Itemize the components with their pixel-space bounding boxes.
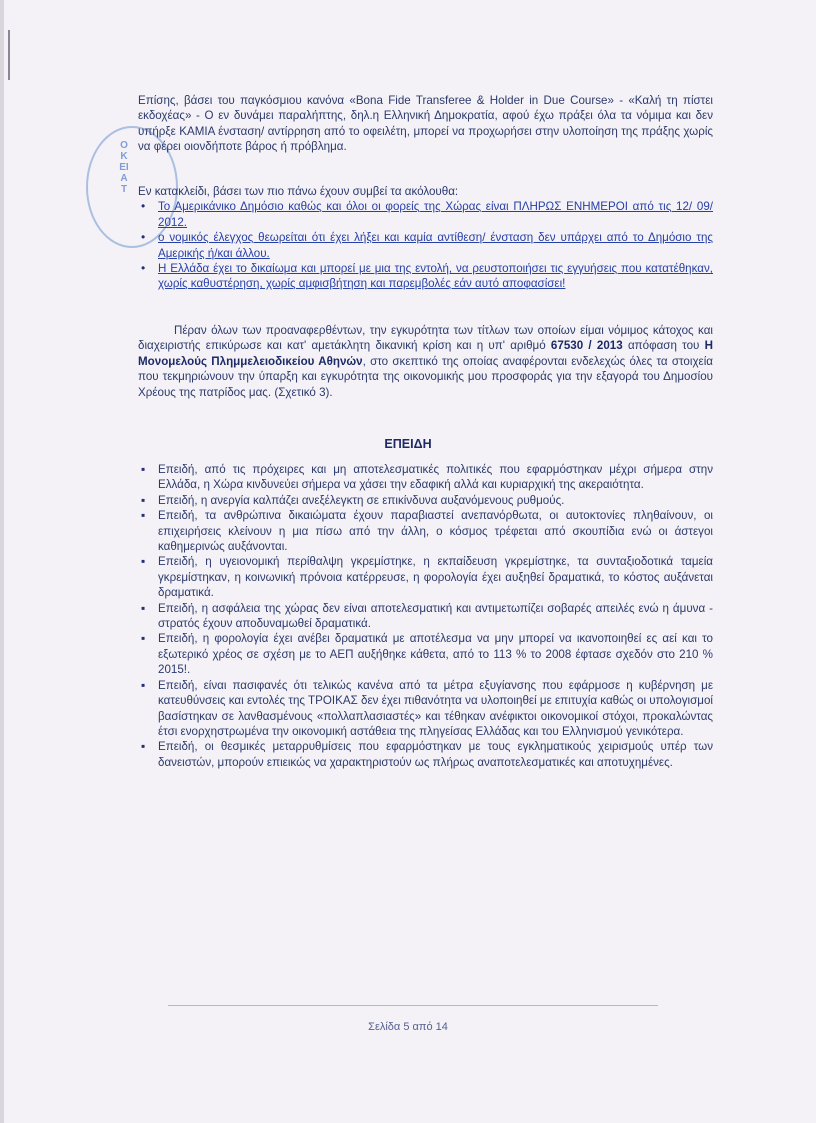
margin-mark <box>8 30 10 80</box>
whereas-item: ▪ Επειδή, οι θεσμικές μεταρρυθμίσεις που εφαρμόστηκαν με τους εγκληματικούς χειρισμούς υπέρ των δανειστών, μπορούν επιεικώς να χαρακτηριστούν ως πλήρως αναποτελεσματικές και αποτυχημένες. <box>141 739 713 769</box>
bullet-icon: ▪ <box>141 600 146 615</box>
bullet-icon: ▪ <box>141 631 146 646</box>
decision-number: 67530 / 2013 <box>550 339 623 353</box>
bullet-icon: ▪ <box>141 462 146 476</box>
whereas-item: ▪ Επειδή, η φορολογία έχει ανέβει δραματικά με αποτέλεσμα να μην μπορεί να ικανοποιηθεί ες αεί και το εξωτερικό χρέος σε σχέση με το ΑΕΠ αυξήθηκε κάθετα, από το 113 % το 2008 έφτασε σχεδόν στο 210 % 2015!. <box>141 631 713 677</box>
footer-divider <box>168 1005 658 1006</box>
middle-paragraph: Πέραν όλων των προαναφερθέντων, την εγκυρότητα των τίτλων των οποίων είμαι νόμιμος κάτοχος και διαχειριστής επικύρωσε και κατ' αμετάκλητη δικανική κρίση και η υπ' αριθμό 67530 / 2013 απόφαση του Η Μονομελούς Πλημμελειοδικείου Αθηνών, στο σκεπτικό της οποίας αναφέρονται ενδελεχώς όλες τα στοιχεία που τεκμηριώνουν την ύπαρξη και εγκυρότητα της οικονομικής μου προσφοράς για την εξαγορά του Δημοσίου Χρέους της πατρίδος μας. (Σχετικό 3). <box>138 324 713 399</box>
top-paragraph-block <box>138 93 713 155</box>
bullet-icon: • <box>141 199 146 214</box>
whereas-block <box>138 462 713 770</box>
bullet-icon: ▪ <box>141 677 146 692</box>
conclusion-intro: Εν κατακλείδι, βάσει των πιο πάνω έχουν συμβεί τα ακόλουθα: <box>138 185 459 198</box>
conclusion-item: • ο νομικός έλεγχος θεωρείται ότι έχει λήξει και καμία αντίθεση/ ένσταση δεν υπάρχει από το Δημόσιο της Αμερικής ή/και άλλου. <box>141 230 713 260</box>
page-number: Σελίδα 5 από 14 <box>368 1021 448 1033</box>
conclusion-block <box>138 184 713 292</box>
conclusion-item: • Η Ελλάδα έχει το δικαίωμα και μπορεί με μια της εντολή, να ρευστοποιήσει τις εγγυήσεις που κατατέθηκαν, χωρίς καθυστέρηση, χωρίς αμφισβήτηση και παρεμβολές εάν αυτό αποφασίσει! <box>141 261 713 291</box>
whereas-item: ▪ Επειδή, από τις πρόχειρες και μη αποτελεσματικές πολιτικές που εφαρμόστηκαν μέχρι σήμερα στην Ελλάδα, η Χώρα κινδυνεύει σήμερα να χάσει την εδαφική αλλά και κυριαρχική της ακεραιότητα. <box>141 462 713 492</box>
stamp-text: ΟΚΕΙΑΤ <box>119 140 129 195</box>
scan-edge <box>0 0 4 1123</box>
whereas-item: ▪ Επειδή, τα ανθρώπινα δικαιώματα έχουν παραβιαστεί ανεπανόρθωτα, οι αυτοκτονίες πληθαίνουν, οι επιχειρήσεις κλείνουν η μια πίσω από την άλλη, ο κόσμος τρέφεται από σκουπίδια ενώ οι άστεγοι καθημερινώς αυξάνονται. <box>141 508 713 554</box>
whereas-list <box>138 462 713 770</box>
court-name: Η Μονομελούς Πλημμελειοδικείου Αθηνών <box>138 339 713 368</box>
whereas-item: ▪ Επειδή, η ανεργία καλπάζει ανεξέλεγκτη σε επικίνδυνα αυξανόμενους ρυθμούς. <box>141 492 565 507</box>
middle-paragraph-block <box>138 323 713 400</box>
conclusion-list <box>138 199 713 291</box>
conclusion-item: • Το Αμερικάνικο Δημόσιο καθώς και όλοι οι φορείς της Χώρας είναι ΠΛΗΡΩΣ ΕΝΗΜΕΡΟΙ από τις 12/ 09/ 2012. <box>141 199 713 229</box>
bullet-icon: • <box>141 230 146 245</box>
bullet-icon: • <box>141 261 146 276</box>
bullet-icon: ▪ <box>141 739 146 754</box>
section-title: ΕΠΕΙΔΗ <box>384 437 432 451</box>
whereas-item: ▪ Επειδή, η υγειονομική περίθαλψη γκρεμίστηκε, η εκπαίδευση γκρεμίστηκε, τα συνταξιοδοτικά ταμεία γκρεμίστηκαν, η κοινωνική πρόνοια κατέρρευσε, η φορολογία έχει αυξηθεί δραματικά, το κόστος αυξάνεται δραματικά. <box>141 554 713 600</box>
bullet-icon: ▪ <box>141 554 146 569</box>
whereas-item: ▪ Επειδή, η ασφάλεια της χώρας δεν είναι αποτελεσματική και αντιμετωπίζει σοβαρές απειλές ενώ η άμυνα - στρατός έχουν αποδυναμωθεί δραματικά. <box>141 600 713 631</box>
bullet-icon: ▪ <box>141 508 146 523</box>
whereas-item: ▪ Επειδή, είναι πασιφανές ότι τελικώς κανένα από τα μέτρα εξυγίανσης που εφάρμοσε η κυβέρνηση με κατευθύνσεις και εντολές της ΤΡΟΙΚΑΣ δεν έχει πιθανότητα να υλοποιηθεί με επιτυχία καθώς οι υπολογισμοί βασίστηκαν σε λανθασμένους «πολλαπλασιαστές» και τέθηκαν ανέφικτοι οικονομικοί στόχοι, προκαλώντας έτσι ενορχηστρωμένα την οικονομική αστάθεια της πληγείσας Ελλάδας και του Ελληνισμού γενικότερα. <box>141 677 713 738</box>
top-paragraph: Επίσης, βάσει του παγκόσμιου κανόνα «Bona Fide Transferee & Holder in Due Course» - «Καλή τη πίστει εκδοχέας» - Ο εν δυνάμει παραλήπτης, δηλ.η Ελληνική Δημοκρατία, αφού έχω πράξει όλα τα νόμιμα και δεν υπήρξε ΚΑΜΙΑ ένσταση/ αντίρρηση από το οφειλέτη, μπορεί να προχωρήσει στην υλοποίηση της πράξης χωρίς να φέρει οιονδήποτε βάρος ή πρόβλημα. <box>138 94 713 154</box>
bullet-icon: ▪ <box>141 492 146 507</box>
